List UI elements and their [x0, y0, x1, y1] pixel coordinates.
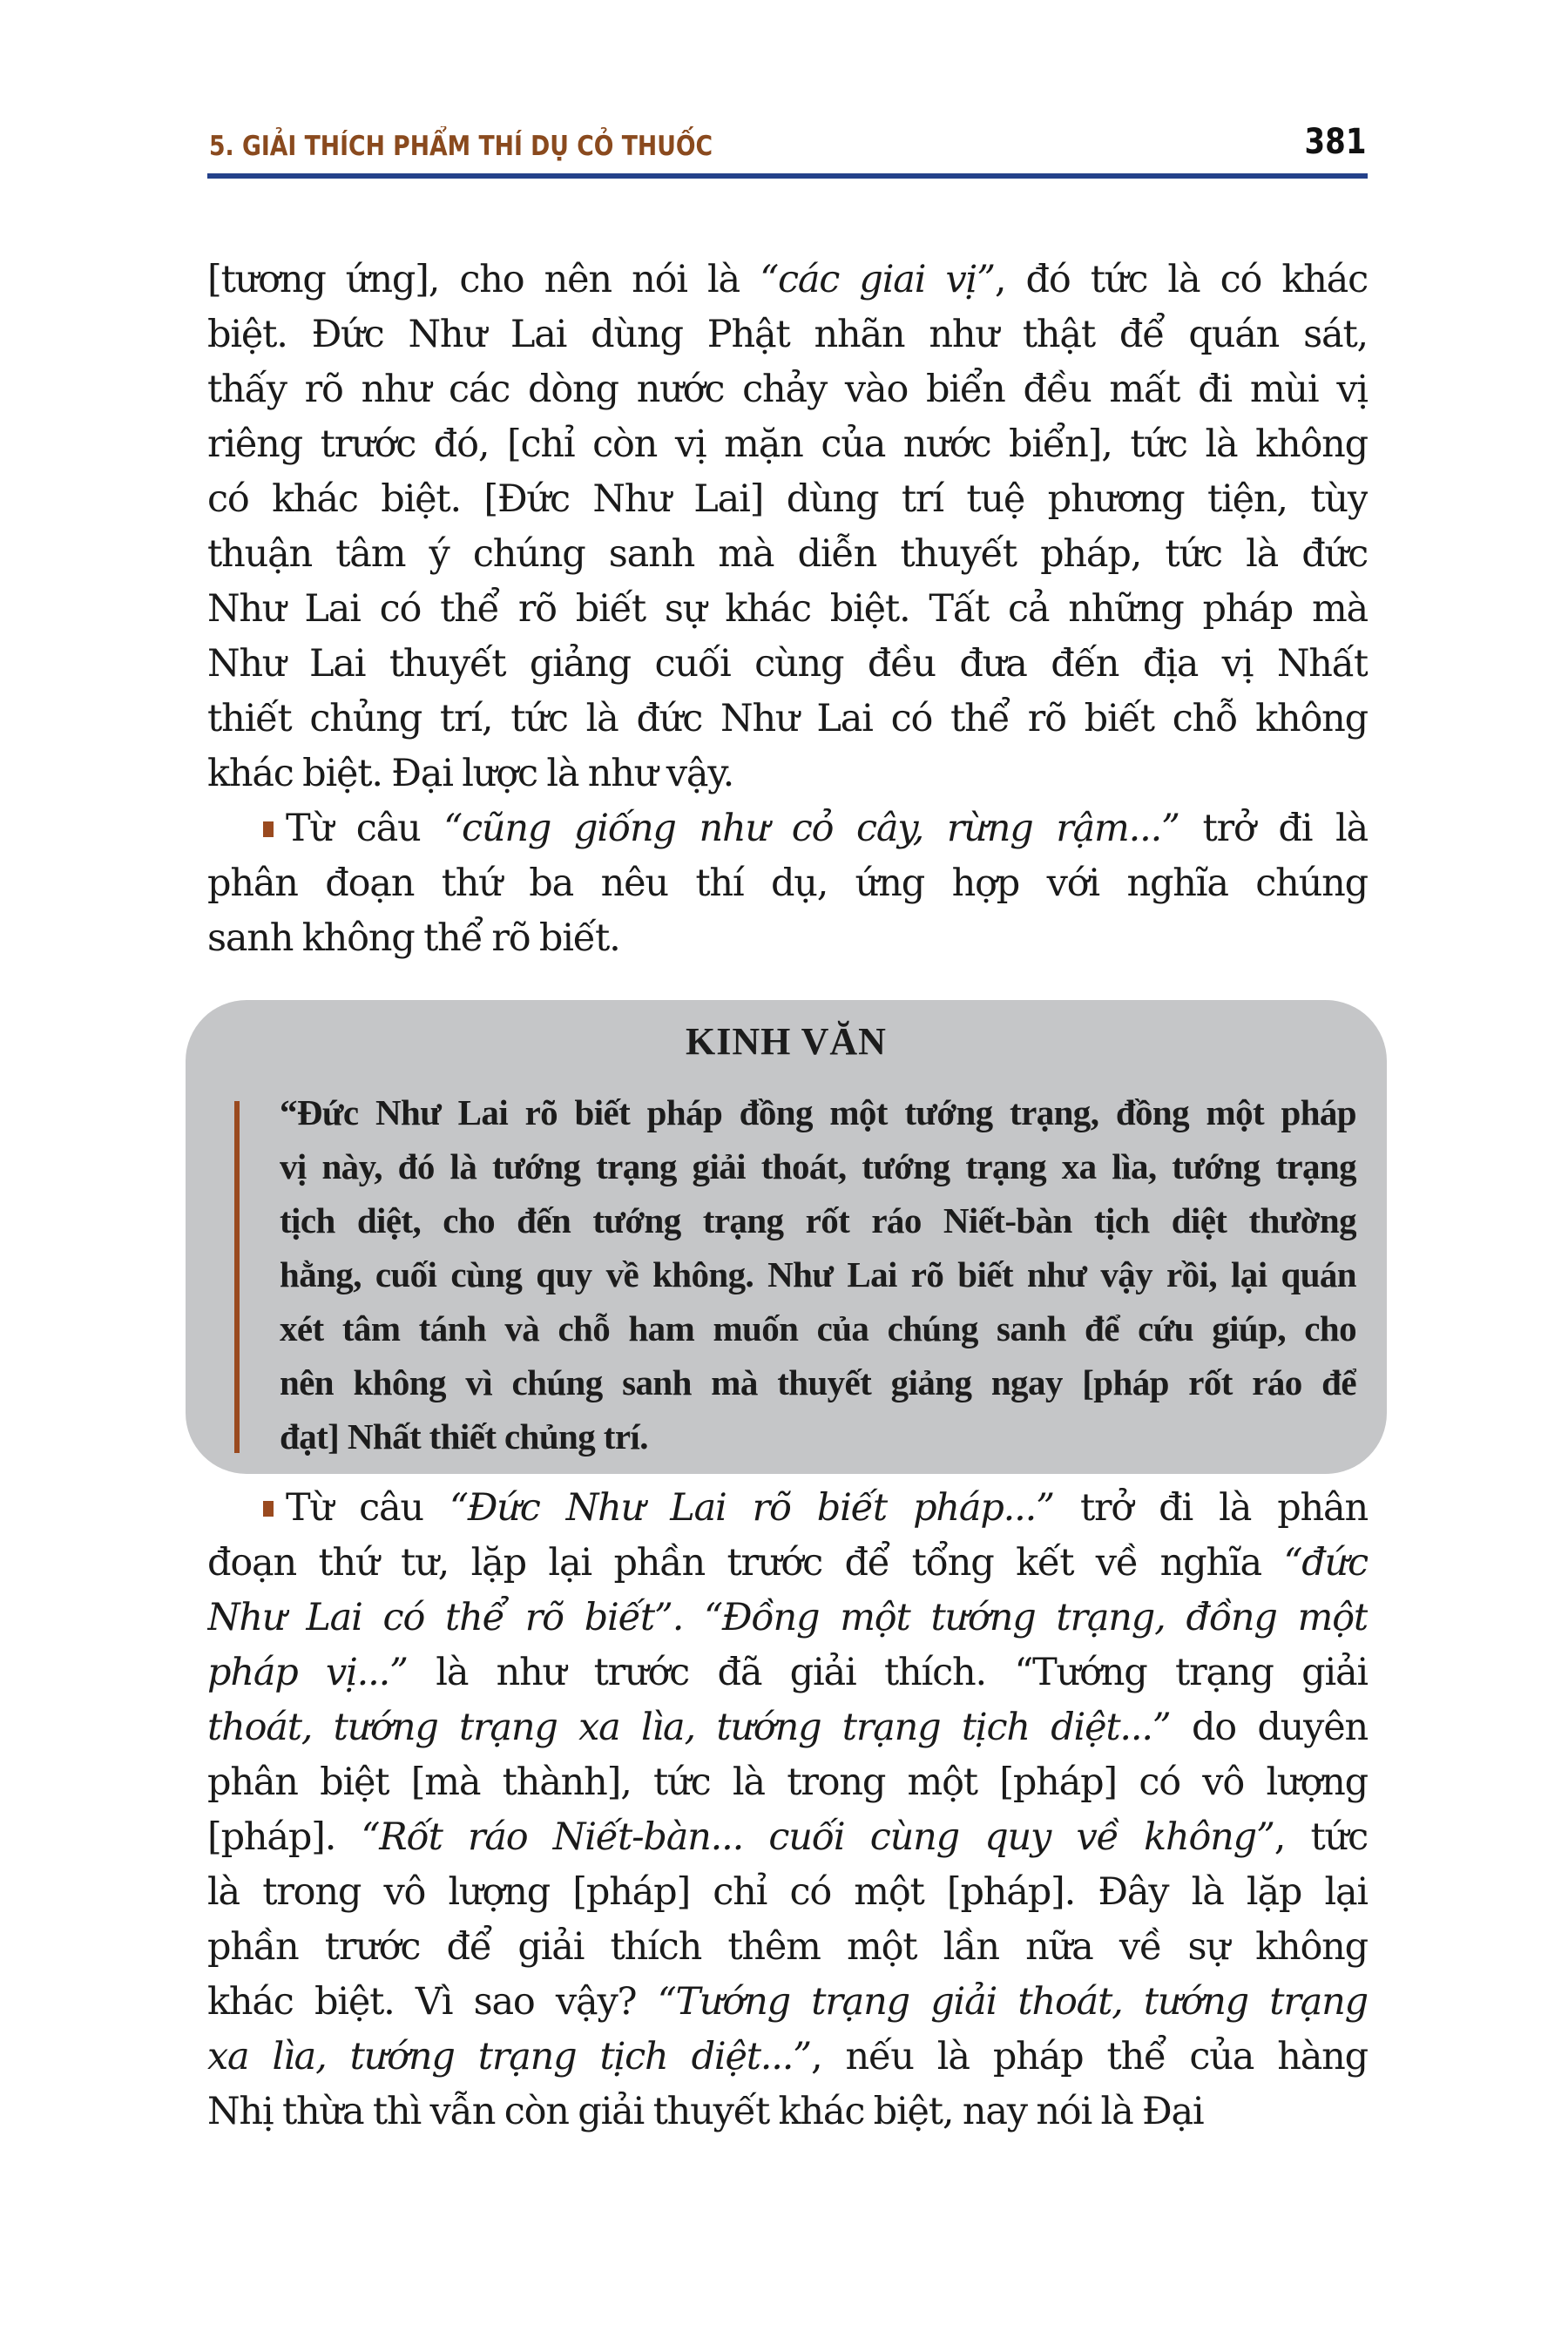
text-line	[207, 1591, 1368, 1646]
text-line	[207, 1481, 1368, 1536]
italic-quote: “Tướng trạng giải thoát, tướng trạng	[657, 1980, 1368, 2024]
text-line	[207, 911, 1368, 966]
text-run: [tương ứng], cho nên nói là	[207, 258, 760, 301]
sutra-line: nên không vì chúng sanh mà thuyết giảng ngay [pháp rốt ráo để	[280, 1362, 1356, 1402]
text-line	[207, 1755, 1368, 1810]
italic-quote: Như Lai có thể rõ biết”. “Đồng một tướng trạng, đồng một	[207, 1596, 1368, 1639]
text-run: , đó tức là có khác	[994, 258, 1368, 301]
text-line	[207, 362, 1368, 417]
text-line	[207, 856, 1368, 911]
text-line	[207, 1536, 1368, 1591]
sutra-quote-rule	[234, 1101, 240, 1453]
text-run: đoạn thứ tư, lặp lại phần trước để tổng kết về nghĩa	[207, 1541, 1284, 1585]
paragraph-2	[207, 801, 1368, 966]
italic-quote: “cũng giống như cỏ cây, rừng rậm...”	[443, 807, 1179, 850]
text-run: riêng trước đó, [chỉ còn vị mặn của nước biển], tức là không	[207, 422, 1368, 466]
text-line	[207, 747, 1368, 801]
sutra-line: tịch diệt, cho đến tướng trạng rốt ráo Niết-bàn tịch diệt thường	[280, 1200, 1356, 1240]
text-run: thấy rõ như các dòng nước chảy vào biển đều mất đi mùi vị	[207, 368, 1368, 411]
text-run: thiết chủng trí, tức là đức Như Lai có thể rõ biết chỗ không	[207, 697, 1368, 740]
sutra-line: đạt] Nhất thiết chủng trí.	[280, 1416, 648, 1456]
text-run: Từ câu	[286, 1486, 449, 1530]
text-run: Như Lai có thể rõ biết sự khác biệt. Tất cả những pháp mà	[207, 587, 1368, 631]
italic-quote: “Đức Như Lai rõ biết pháp...”	[449, 1486, 1054, 1530]
text-run: do duyên	[1170, 1706, 1368, 1749]
text-line	[207, 1646, 1368, 1700]
bullet-square-icon	[263, 821, 274, 837]
text-line	[207, 2030, 1368, 2085]
text-line	[207, 308, 1368, 362]
sutra-line: vị này, đó là tướng trạng giải thoát, tướng trạng xa lìa, tướng trạng	[280, 1146, 1356, 1186]
sutra-box	[186, 1000, 1387, 1474]
text-run: sanh không thể rõ biết.	[207, 916, 620, 960]
text-run: Từ câu	[286, 807, 444, 850]
sutra-line: hằng, cuối cùng quy về không. Như Lai rõ biết như vậy rồi, lại quán	[280, 1254, 1356, 1294]
italic-quote: pháp vị...”	[207, 1651, 408, 1694]
text-run: [pháp].	[207, 1815, 362, 1859]
text-line	[207, 1920, 1368, 1975]
text-run: thuận tâm ý chúng sanh mà diễn thuyết pháp, tức là đức	[207, 532, 1368, 576]
text-line	[207, 527, 1368, 582]
text-line	[207, 582, 1368, 637]
page-number: 381	[1304, 122, 1366, 162]
text-run: khác biệt. Đại lược là như vậy.	[207, 752, 734, 795]
sutra-box-title: KINH VĂN	[686, 1020, 887, 1063]
text-run: trở đi là	[1179, 807, 1368, 850]
text-line	[207, 1810, 1368, 1865]
text-line	[207, 417, 1368, 472]
text-run: khác biệt. Vì sao vậy?	[207, 1980, 658, 2024]
chapter-title: 5. GIẢI THÍCH PHẨM THÍ DỤ CỎ THUỐC	[209, 131, 713, 162]
paragraph-1	[207, 253, 1368, 801]
text-run: là trong vô lượng [pháp] chỉ có một [pháp]. Đây là lặp lại	[207, 1870, 1368, 1914]
paragraph-3	[207, 1481, 1368, 2139]
text-line	[207, 1975, 1368, 2030]
text-run: phần trước để giải thích thêm một lần nữa về sự không	[207, 1925, 1368, 1969]
text-run: , nếu là pháp thể của hàng	[810, 2035, 1368, 2078]
text-run: , tức	[1274, 1815, 1368, 1859]
text-line	[207, 1865, 1368, 1920]
text-run: có khác biệt. [Đức Như Lai] dùng trí tuệ phương tiện, tùy	[207, 477, 1368, 521]
italic-quote: “Rốt ráo Niết-bàn... cuối cùng quy về không”	[361, 1815, 1274, 1859]
text-run: trở đi là phân	[1053, 1486, 1368, 1530]
text-line	[207, 2085, 1368, 2139]
text-line	[207, 801, 1368, 856]
sutra-line: xét tâm tánh và chỗ ham muốn của chúng sanh để cứu giúp, cho	[280, 1308, 1356, 1348]
text-run: là như trước đã giải thích. “Tướng trạng giải	[407, 1651, 1368, 1694]
text-line	[207, 253, 1368, 308]
header-rule	[207, 173, 1368, 179]
sutra-line: “Đức Như Lai rõ biết pháp đồng một tướng trạng, đồng một pháp	[280, 1092, 1356, 1132]
text-run: Như Lai thuyết giảng cuối cùng đều đưa đến địa vị Nhất	[207, 642, 1368, 686]
text-line	[207, 637, 1368, 692]
text-run: phân đoạn thứ ba nêu thí dụ, ứng hợp với nghĩa chúng	[207, 862, 1368, 905]
italic-quote: “các giai vị”	[760, 258, 995, 301]
italic-quote: thoát, tướng trạng xa lìa, tướng trạng tịch diệt...”	[207, 1706, 1171, 1749]
text-line	[207, 692, 1368, 747]
italic-quote: xa lìa, tướng trạng tịch diệt...”	[207, 2035, 811, 2078]
bullet-square-icon	[263, 1501, 274, 1517]
text-run: Nhị thừa thì vẫn còn giải thuyết khác biệt, nay nói là Đại	[207, 2090, 1204, 2133]
sutra-quote	[280, 1085, 1356, 1463]
text-run: phân biệt [mà thành], tức là trong một [pháp] có vô lượng	[207, 1761, 1368, 1804]
text-line	[207, 1700, 1368, 1755]
italic-quote: “đức	[1283, 1541, 1368, 1585]
text-run: biệt. Đức Như Lai dùng Phật nhãn như thật để quán sát,	[207, 313, 1368, 356]
text-line	[207, 472, 1368, 527]
